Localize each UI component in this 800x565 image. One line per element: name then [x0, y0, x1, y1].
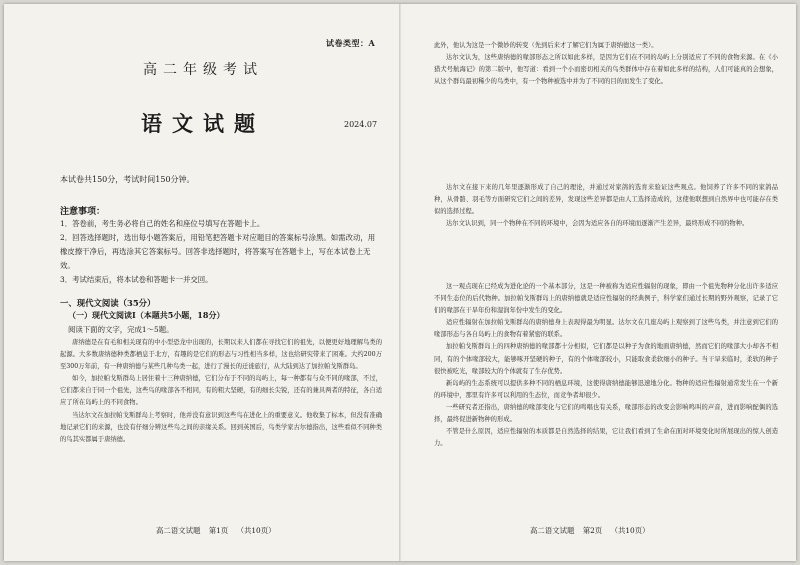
page-fold-divider [399, 4, 401, 561]
section-title: 一、现代文阅读（35分） [60, 298, 156, 308]
notice-title: 注意事项： [60, 207, 106, 217]
passage-paragraph: 达尔文认为，这些唐纳德的喙部形态之所以如此多样，是因为它们在不同的岛屿上分别适应了不同的食物来源。在《小猎犬号航海记》的第二版中，他写道：看到一个小而密切相关的鸟类群体中存在着如此多样的结构，人们可能真的会想象，从这个群岛最初稀少的鸟类中，有一个物种被选中并为了不同的目的而发生了变化。 [434, 54, 778, 86]
footer-total-pages: （共10页） [610, 526, 650, 535]
passage-paragraph: 不管是什么原因，适应性辐射的本质都是自然选择的结果，它让我们看到了生命在面对环境变化时所展现出的惊人创造力。 [434, 428, 778, 448]
page-2 [406, 4, 796, 561]
reading-passage-part-3 [434, 182, 778, 276]
reading-passage-part-1 [60, 337, 382, 522]
notice-list [60, 217, 382, 287]
footer-subject: 高二语文试题 [156, 526, 201, 535]
score-time-line: 本试卷共150分，考试时间150分钟。 [60, 175, 195, 184]
passage-paragraph: 如今，加拉帕戈斯群岛上居住着十三种唐纳德，它们分布于不同的岛屿上，每一种都有与众不同的喙部，不过，它们都来自于同一个祖先，这些鸟的喙部各不相同，有的粗大坚硬，有的细长尖锐，还有的兼具两者的特征，各自适应了所在岛屿上的不同食物。 [60, 375, 382, 407]
reading-passage-part-2 [434, 40, 778, 178]
notice-item: 1．答卷前，考生务必将自己的姓名和座位号填写在答题卡上。 [60, 219, 265, 228]
passage-paragraph: 达尔文在接下来的几年里逐渐形成了自己的理论，并通过对家鸽的选育来验证这些观点。他饲养了许多不同的家鸽品种，从骨骼、羽毛等方面研究它们之间的差异，发现这些差异都是由人工选择造成的，这使他联想到自然界中也可能存在类似的选择过程。 [434, 184, 778, 216]
passage-paragraph: 此外，他认为这是一个微妙的转变（先到后来才了解它们为属于唐纳德这一类）。 [434, 42, 658, 49]
reading-passage-part-4 [434, 281, 778, 518]
exam-type-label: 试卷类型：A [326, 38, 376, 48]
passage-paragraph: 达尔文认识到，同一个物种在不同的环境中，会因为适应各自的环境而逐渐产生差异，最终形成不同的物种。 [446, 220, 749, 228]
footer-page-number: 第1页 [208, 526, 229, 535]
notice-item: 2．回答选择题时，选出每小题答案后，用铅笔把答题卡对应题目的答案标号涂黑。如需改动，用橡皮擦干净后，再选涂其它答案标号。回答非选择题时，将答案写在答题卡上，写在本试卷上无效。 [60, 233, 376, 270]
page-footer [156, 525, 282, 536]
reading-instruction: 阅读下面的文字，完成1～5题。 [68, 325, 174, 334]
notice-item: 3．考试结束后，将本试卷和答题卡一并交回。 [60, 275, 213, 284]
page-title: 语文试题 [141, 111, 265, 136]
subsection-title: （一）现代文阅读Ⅰ（本题共5小题，18分） [68, 310, 225, 320]
passage-paragraph: 新岛屿的生态系统可以提供多种不同的栖息环境，这使得唐纳德能够迅速地分化。物种的适应性辐射通常发生在一个新的环境中，那里有许多可以利用的生态位，而竞争者却很少。 [434, 379, 778, 399]
passage-paragraph: 当达尔文在加拉帕戈斯群岛上考察时，他并没有意识到这些鸟在进化上的重要意义。他收集了标本，但没有准确地记录它们的来源，也没有仔细分辨这些鸟之间的亲缘关系。回到英国后，鸟类学家古尔德指出，这些看似不同种类的鸟其实都属于唐纳德。 [60, 411, 382, 443]
exam-date: 2024.07 [344, 120, 378, 129]
passage-paragraph: 这一观点现在已经成为进化论的一个基本部分，这是一种被称为适应性辐射的现象，即由一个祖先物种分化出许多适应不同生态位的后代物种。加拉帕戈斯群岛上的唐纳德就是适应性辐射的经典例子，科学家们通过长期的野外观察，记录了它们的喙部在干旱年份和湿润年份中发生的变化。 [434, 283, 778, 315]
footer-page-number: 第2页 [582, 526, 603, 535]
page-footer [530, 525, 656, 536]
passage-paragraph: 适应性辐射在加拉帕戈斯群岛的唐纳德身上表现得最为明显。达尔文在几座岛屿上观察到了这些鸟类，并注意到它们的喙部形态与各自岛屿上的食物有着紧密的联系。 [434, 319, 778, 339]
passage-paragraph: 唐纳德是在有毛和相关现有的中小型恐龙中出现的，长期以来人们都在寻找它们的祖先，以便更好地理解鸟类的起源。大多数唐纳德种类都栖息于北方，有趣的是它们的形态与习性相当多样，这也给研究带来了困难。大约200万至300万年前，有一种唐纳德与某些几种鸟类一起，进行了漫长的迁徙旅行，从大陆到达了加拉帕戈斯群岛。 [60, 339, 382, 371]
page-1 [4, 4, 402, 561]
grade-title: 高二年级考试 [143, 62, 263, 78]
footer-total-pages: （共10页） [236, 526, 276, 535]
footer-subject: 高二语文试题 [530, 526, 575, 535]
passage-paragraph: 一些研究者还指出，唐纳德的喙部变化与它们的鸣唱也有关系，喙部形态的改变会影响鸣叫的声音，进而影响配偶的选择，最终促进新物种的形成。 [434, 403, 778, 424]
passage-paragraph: 加拉帕戈斯群岛上的四种唐纳德的喙部都十分相似，它们都是以种子为食的地面唐纳德，然而它们的喙部大小却各不相同，有的个体喙部较大，能够啄开坚硬的种子，有的个体喙部较小，只能取食柔软细小的种子。当干旱来临时，柔软的种子很快被吃光，喙部较大的个体就有了生存优势。 [434, 343, 778, 375]
